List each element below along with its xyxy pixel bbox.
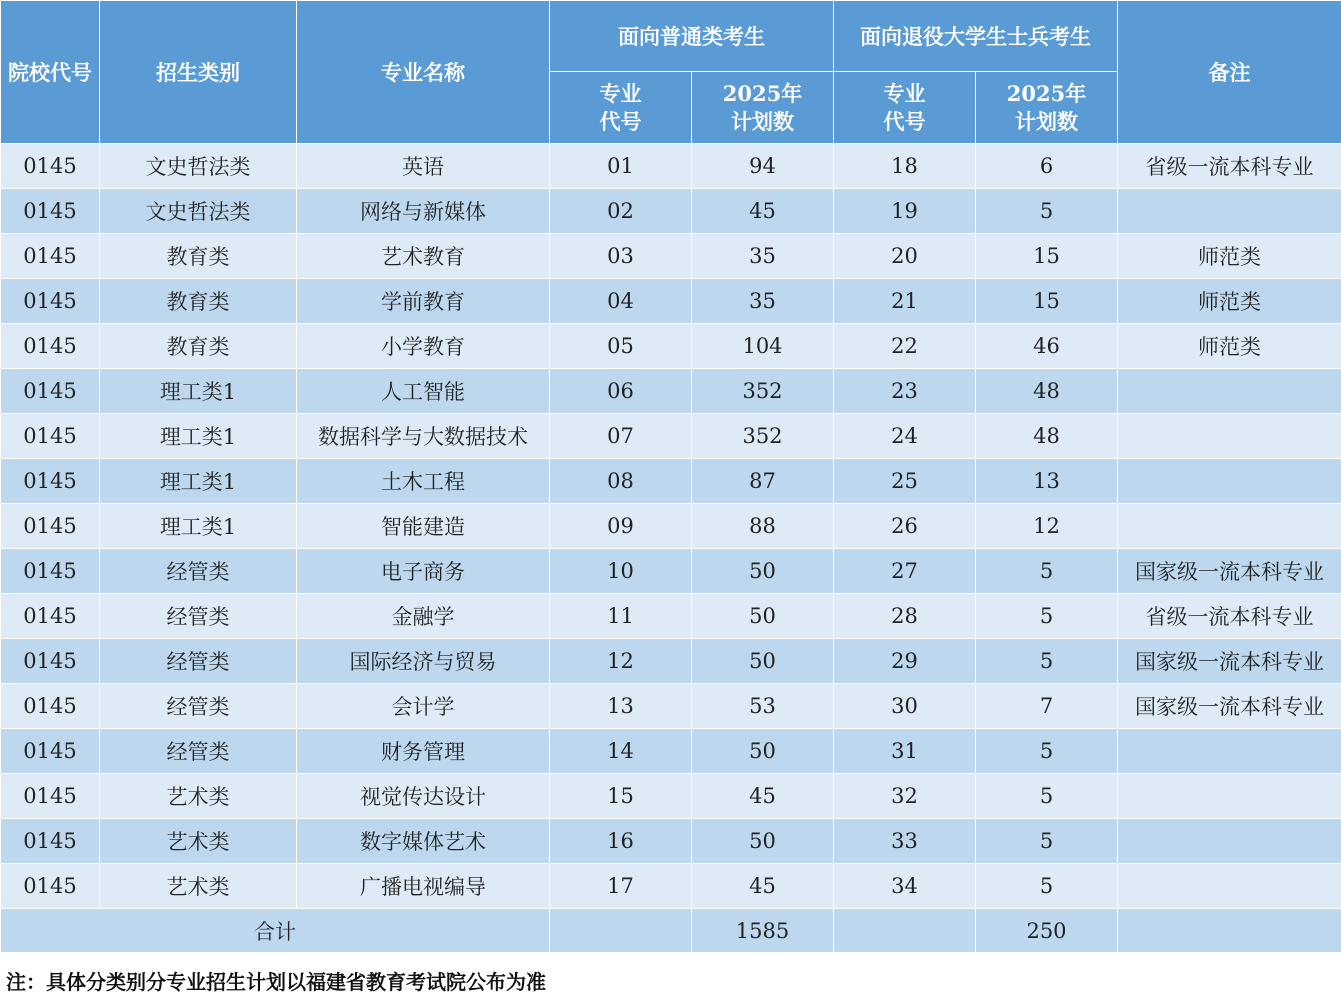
cell-major-name: 英语 [297,144,550,189]
table-row [1,414,1341,459]
cell-remark: 省级一流本科专业 [1118,594,1341,639]
table-row [1,459,1341,504]
cell-veteran-major-code: 20 [834,234,976,279]
table-row [1,324,1341,369]
cell-major-name: 财务管理 [297,729,550,774]
cell-veteran-major-code: 32 [834,774,976,819]
header-plan-line1: 2025年 [1006,80,1087,106]
total-vet-plan: 250 [976,909,1118,953]
cell-veteran-major-code: 21 [834,279,976,324]
cell-school-code: 0145 [1,189,100,234]
cell-general-major-code: 01 [550,144,692,189]
cell-veteran-plan: 5 [976,594,1118,639]
header-major-code-line2: 代号 [883,108,926,134]
table-row [1,774,1341,819]
cell-general-major-code: 09 [550,504,692,549]
cell-school-code: 0145 [1,369,100,414]
cell-category: 经管类 [100,549,297,594]
cell-category: 艺术类 [100,864,297,909]
cell-category: 经管类 [100,594,297,639]
table-header [1,1,1341,144]
cell-general-major-code: 12 [550,639,692,684]
table-row [1,369,1341,414]
cell-remark: 师范类 [1118,324,1341,369]
table-row [1,279,1341,324]
total-label: 合计 [1,909,550,953]
cell-general-plan: 45 [692,864,834,909]
cell-veteran-major-code: 28 [834,594,976,639]
cell-general-major-code: 06 [550,369,692,414]
cell-general-plan: 50 [692,549,834,594]
header-general-group: 面向普通类考生 [550,1,834,72]
cell-remark [1118,459,1341,504]
header-veteran-plan [976,72,1118,144]
cell-general-major-code: 15 [550,774,692,819]
header-major-code-line1: 专业 [883,80,926,106]
cell-veteran-major-code: 26 [834,504,976,549]
cell-school-code: 0145 [1,639,100,684]
header-veteran-group: 面向退役大学生士兵考生 [834,1,1118,72]
cell-veteran-major-code: 30 [834,684,976,729]
header-general-plan [692,72,834,144]
cell-veteran-major-code: 33 [834,819,976,864]
cell-general-major-code: 05 [550,324,692,369]
cell-category: 理工类1 [100,369,297,414]
cell-veteran-plan: 5 [976,639,1118,684]
cell-general-major-code: 13 [550,684,692,729]
cell-major-name: 电子商务 [297,549,550,594]
cell-school-code: 0145 [1,864,100,909]
header-plan-line1: 2025年 [722,80,803,106]
cell-veteran-plan: 5 [976,189,1118,234]
cell-category: 经管类 [100,639,297,684]
cell-remark: 国家级一流本科专业 [1118,639,1341,684]
cell-major-name: 土木工程 [297,459,550,504]
cell-remark [1118,414,1341,459]
cell-general-plan: 87 [692,459,834,504]
cell-school-code: 0145 [1,414,100,459]
cell-veteran-plan: 12 [976,504,1118,549]
cell-veteran-major-code: 22 [834,324,976,369]
cell-veteran-plan: 15 [976,279,1118,324]
cell-general-plan: 94 [692,144,834,189]
header-plan-line2: 计划数 [1015,108,1078,134]
cell-school-code: 0145 [1,324,100,369]
cell-general-plan: 45 [692,774,834,819]
cell-general-plan: 35 [692,279,834,324]
cell-major-name: 学前教育 [297,279,550,324]
total-row [1,909,1341,953]
cell-general-major-code: 10 [550,549,692,594]
cell-remark [1118,504,1341,549]
cell-school-code: 0145 [1,684,100,729]
cell-general-plan: 53 [692,684,834,729]
cell-veteran-major-code: 31 [834,729,976,774]
cell-general-plan: 104 [692,324,834,369]
table-row [1,639,1341,684]
header-veteran-major-code [834,72,976,144]
cell-school-code: 0145 [1,774,100,819]
cell-veteran-plan: 48 [976,414,1118,459]
cell-general-major-code: 04 [550,279,692,324]
cell-school-code: 0145 [1,549,100,594]
cell-school-code: 0145 [1,234,100,279]
table-row [1,864,1341,909]
cell-general-major-code: 07 [550,414,692,459]
header-school-code: 院校代号 [1,1,100,144]
cell-veteran-major-code: 34 [834,864,976,909]
total-vet-code [834,909,976,953]
cell-veteran-plan: 48 [976,369,1118,414]
cell-remark: 师范类 [1118,279,1341,324]
cell-major-name: 数据科学与大数据技术 [297,414,550,459]
cell-category: 艺术类 [100,819,297,864]
cell-remark: 师范类 [1118,234,1341,279]
table-row [1,729,1341,774]
cell-school-code: 0145 [1,459,100,504]
cell-veteran-major-code: 25 [834,459,976,504]
cell-major-name: 小学教育 [297,324,550,369]
header-plan-line2: 计划数 [731,108,794,134]
cell-major-name: 人工智能 [297,369,550,414]
cell-category: 经管类 [100,684,297,729]
cell-remark: 国家级一流本科专业 [1118,549,1341,594]
table-row [1,504,1341,549]
cell-general-plan: 45 [692,189,834,234]
cell-school-code: 0145 [1,504,100,549]
cell-general-plan: 50 [692,819,834,864]
header-major-code-line1: 专业 [599,80,642,106]
cell-veteran-plan: 5 [976,729,1118,774]
table-row [1,234,1341,279]
table-row [1,189,1341,234]
cell-veteran-major-code: 27 [834,549,976,594]
cell-general-major-code: 14 [550,729,692,774]
footnote: 注：具体分类别分专业招生计划以福建省教育考试院公布为准 [6,970,546,994]
cell-school-code: 0145 [1,729,100,774]
cell-remark [1118,864,1341,909]
cell-veteran-plan: 5 [976,819,1118,864]
cell-major-name: 艺术教育 [297,234,550,279]
cell-general-major-code: 16 [550,819,692,864]
cell-major-name: 金融学 [297,594,550,639]
cell-remark [1118,729,1341,774]
cell-general-plan: 50 [692,639,834,684]
cell-major-name: 智能建造 [297,504,550,549]
cell-school-code: 0145 [1,594,100,639]
total-gen-plan: 1585 [692,909,834,953]
cell-general-major-code: 03 [550,234,692,279]
cell-general-plan: 352 [692,414,834,459]
cell-major-name: 网络与新媒体 [297,189,550,234]
cell-major-name: 数字媒体艺术 [297,819,550,864]
table-row [1,594,1341,639]
cell-remark: 省级一流本科专业 [1118,144,1341,189]
cell-major-name: 视觉传达设计 [297,774,550,819]
header-major-name: 专业名称 [297,1,550,144]
header-major-code-line2: 代号 [599,108,642,134]
cell-category: 文史哲法类 [100,189,297,234]
table-row [1,144,1341,189]
cell-general-major-code: 11 [550,594,692,639]
cell-major-name: 国际经济与贸易 [297,639,550,684]
cell-veteran-plan: 6 [976,144,1118,189]
cell-major-name: 广播电视编导 [297,864,550,909]
cell-category: 文史哲法类 [100,144,297,189]
cell-general-plan: 50 [692,729,834,774]
cell-remark [1118,369,1341,414]
table-row [1,684,1341,729]
cell-category: 教育类 [100,324,297,369]
cell-general-plan: 88 [692,504,834,549]
cell-veteran-plan: 46 [976,324,1118,369]
cell-veteran-major-code: 29 [834,639,976,684]
cell-school-code: 0145 [1,819,100,864]
cell-veteran-plan: 5 [976,774,1118,819]
cell-general-major-code: 08 [550,459,692,504]
table-row [1,819,1341,864]
cell-category: 理工类1 [100,459,297,504]
header-general-major-code [550,72,692,144]
cell-veteran-major-code: 19 [834,189,976,234]
cell-veteran-plan: 15 [976,234,1118,279]
cell-general-plan: 352 [692,369,834,414]
cell-general-plan: 35 [692,234,834,279]
cell-remark [1118,774,1341,819]
cell-veteran-major-code: 23 [834,369,976,414]
cell-veteran-plan: 5 [976,549,1118,594]
cell-general-major-code: 17 [550,864,692,909]
cell-veteran-plan: 5 [976,864,1118,909]
cell-general-major-code: 02 [550,189,692,234]
table-body [1,144,1341,953]
cell-remark [1118,189,1341,234]
cell-veteran-plan: 7 [976,684,1118,729]
total-gen-code [550,909,692,953]
cell-category: 艺术类 [100,774,297,819]
total-remark [1118,909,1341,953]
cell-veteran-plan: 13 [976,459,1118,504]
header-remark: 备注 [1118,1,1341,144]
cell-category: 经管类 [100,729,297,774]
cell-category: 教育类 [100,279,297,324]
cell-category: 理工类1 [100,504,297,549]
table-row [1,549,1341,594]
header-category: 招生类别 [100,1,297,144]
cell-category: 教育类 [100,234,297,279]
cell-veteran-major-code: 24 [834,414,976,459]
cell-remark: 国家级一流本科专业 [1118,684,1341,729]
cell-category: 理工类1 [100,414,297,459]
cell-school-code: 0145 [1,144,100,189]
cell-school-code: 0145 [1,279,100,324]
cell-veteran-major-code: 18 [834,144,976,189]
cell-general-plan: 50 [692,594,834,639]
cell-remark [1118,819,1341,864]
cell-major-name: 会计学 [297,684,550,729]
